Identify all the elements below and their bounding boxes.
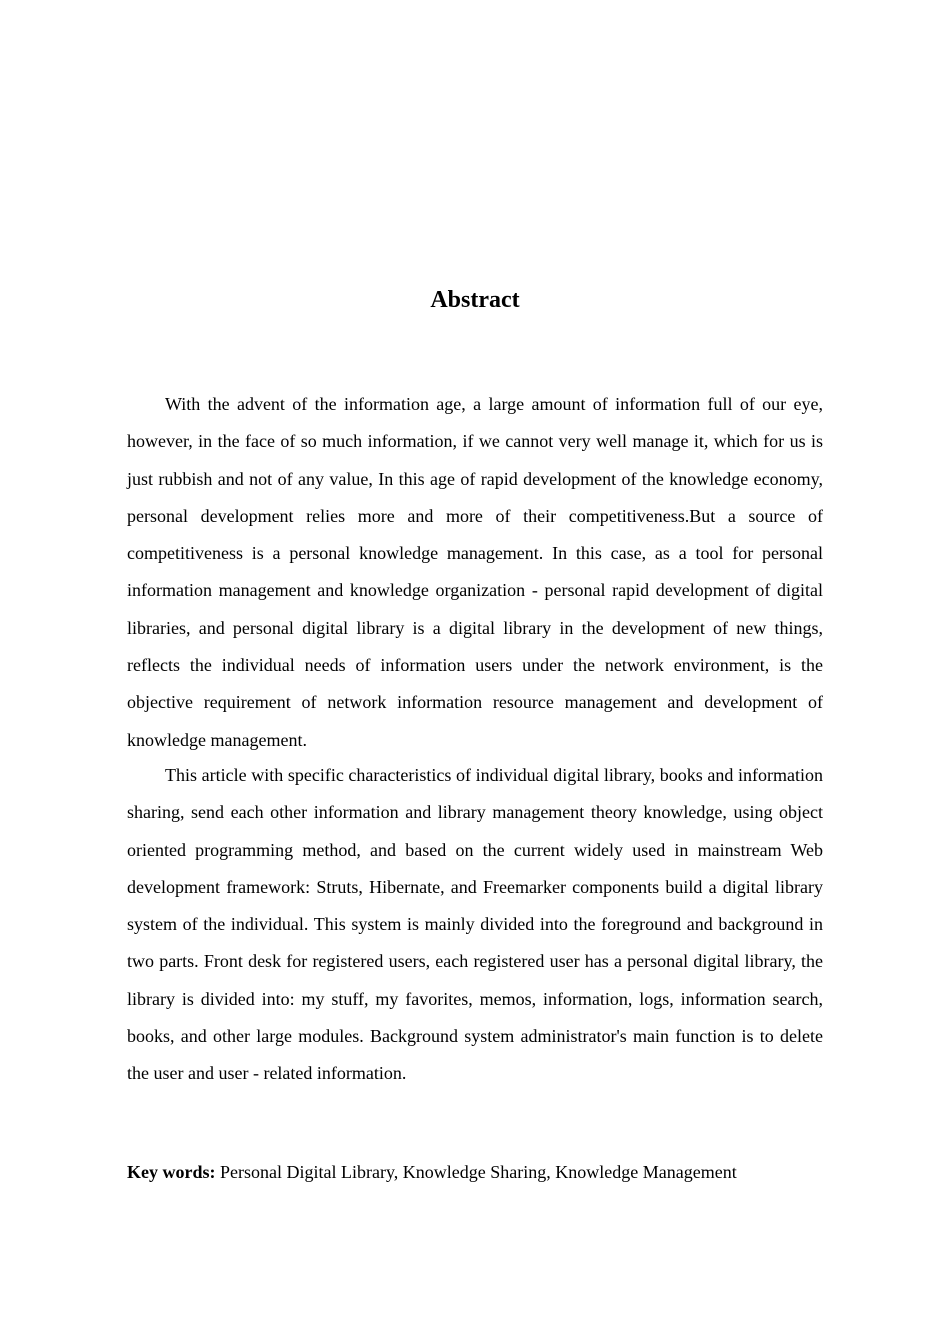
keywords-label: Key words: xyxy=(127,1162,216,1182)
keywords-text: Personal Digital Library, Knowledge Sharing, Knowledge Management xyxy=(215,1162,737,1182)
abstract-title: Abstract xyxy=(430,287,520,313)
abstract-body xyxy=(127,386,823,1093)
abstract-paragraph-1: With the advent of the information age, a large amount of information full of our eye, however, in the face of so much information, if we cannot very well manage it, which for us is just rubbish and not of any value, In this age of rapid development of the knowledge economy, personal development relies more and more of their competitiveness.But a source of competitiveness is a personal knowledge management. In this case, as a tool for personal information management and knowledge organization - personal rapid development of digital libraries, and personal digital library is a digital library in the development of new things, reflects the individual needs of information users under the network environment, is the objective requirement of network information resource management and development of knowledge management. xyxy=(127,394,823,750)
keywords-line xyxy=(127,1157,847,1187)
abstract-paragraph-2: This article with specific characteristics of individual digital library, books and information sharing, send each other information and library management theory knowledge, using object oriented programming method, and based on the current widely used in mainstream Web development framework: Struts, Hibernate, and Freemarker components build a digital library system of the individual. This system is mainly divided into the foreground and background in two parts. Front desk for registered users, each registered user has a personal digital library, the library is divided into: my stuff, my favorites, memos, information, logs, information search, books, and other large modules. Background system administrator's main function is to delete the user and user - related information. xyxy=(127,764,823,1084)
